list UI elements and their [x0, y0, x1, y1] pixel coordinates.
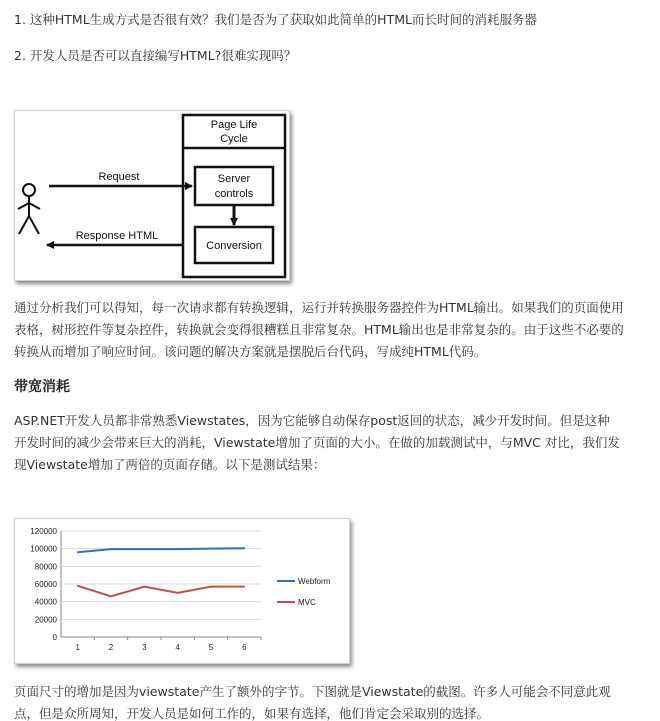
data-point-mvc	[110, 596, 112, 598]
data-point-webform	[210, 548, 212, 550]
page-life-cycle-diagram	[14, 110, 290, 281]
y-tick-label: 80000	[34, 562, 57, 572]
data-point-mvc	[210, 586, 212, 588]
server-controls-line1: Server	[217, 173, 251, 185]
paragraph-3-line-2: 点，但是众所周知，开发人员是如何工作的，如果有选择，他们肯定会采取别的选择。	[14, 706, 490, 721]
legend-label-mvc: MVC	[298, 598, 316, 607]
response-label: Response HTML	[75, 230, 159, 242]
y-tick-label: 20000	[34, 615, 57, 625]
x-tick-label: 1	[75, 643, 80, 652]
page-size-chart	[14, 518, 350, 664]
paragraph-3-line-1: 页面尺寸的增加是因为viewstate产生了额外的字节。下图就是Viewstate的截图。许多人可能会不同意此观	[14, 684, 611, 699]
user-figure-icon	[18, 184, 40, 234]
data-point-webform	[110, 548, 112, 550]
server-controls-line2: controls	[214, 188, 254, 200]
data-point-mvc	[144, 586, 146, 588]
data-point-mvc	[77, 585, 79, 587]
x-tick-label: 2	[108, 643, 114, 652]
paragraph-1-line-1: 通过分析我们可以得知，每一次请求都有转换逻辑，运行并转换服务器控件为HTML输出。如果我们的页面使用	[14, 300, 624, 315]
paragraph-2-line-1: ASP.NET开发人员都非常熟悉Viewstates，因为它能够自动保存post返回的状态，减少开发时间。但是这种	[14, 413, 610, 428]
data-point-webform	[244, 547, 246, 549]
x-tick-label: 6	[242, 643, 247, 652]
question-2: 2. 开发人员是否可以直接编写HTML?很难实现吗？	[14, 48, 297, 63]
legend-label-webform: Webform	[298, 577, 331, 586]
request-label: Request	[98, 171, 140, 183]
section-heading: 带宽消耗	[14, 379, 70, 395]
lifecycle-title-line2: Cycle	[220, 133, 248, 145]
y-tick-label: 100000	[30, 544, 57, 554]
paragraph-1-line-2: 表格，树形控件等复杂控件，转换就会变得很糟糕且非常复杂。HTML输出也是非常复杂的。由于这些不必要的	[14, 322, 624, 337]
data-point-mvc	[177, 592, 179, 594]
conversion-label: Conversion	[206, 240, 262, 252]
data-point-webform	[77, 551, 79, 553]
data-point-webform	[177, 548, 179, 550]
question-1: 1. 这种HTML生成方式是否很有效？我们是否为了获取如此简单的HTML而长时间的消耗服务器	[14, 12, 537, 27]
x-tick-label: 5	[208, 643, 214, 652]
data-point-mvc	[244, 586, 246, 588]
y-tick-label: 120000	[30, 527, 57, 536]
lifecycle-title-line1: Page Life	[210, 119, 258, 131]
paragraph-1-line-3: 转换从而增加了响应时间。该问题的解决方案就是摆脱后台代码，写成纯HTML代码。	[14, 344, 487, 359]
y-tick-label: 60000	[34, 580, 57, 589]
paragraph-2-line-3: 现Viewstate增加了两倍的页面存储。以下是测试结果：	[14, 457, 326, 472]
series-line-mvc	[78, 586, 245, 597]
data-point-webform	[144, 548, 146, 550]
y-tick-label: 40000	[34, 597, 57, 607]
x-tick-label: 3	[142, 643, 147, 652]
x-tick-label: 4	[175, 643, 180, 652]
y-tick-label: 0	[52, 633, 57, 642]
paragraph-2-line-2: 开发时间的减少会带来巨大的消耗，Viewstate增加了页面的大小。在做的加载测试中，与MVC 对比，我们发	[14, 435, 620, 450]
